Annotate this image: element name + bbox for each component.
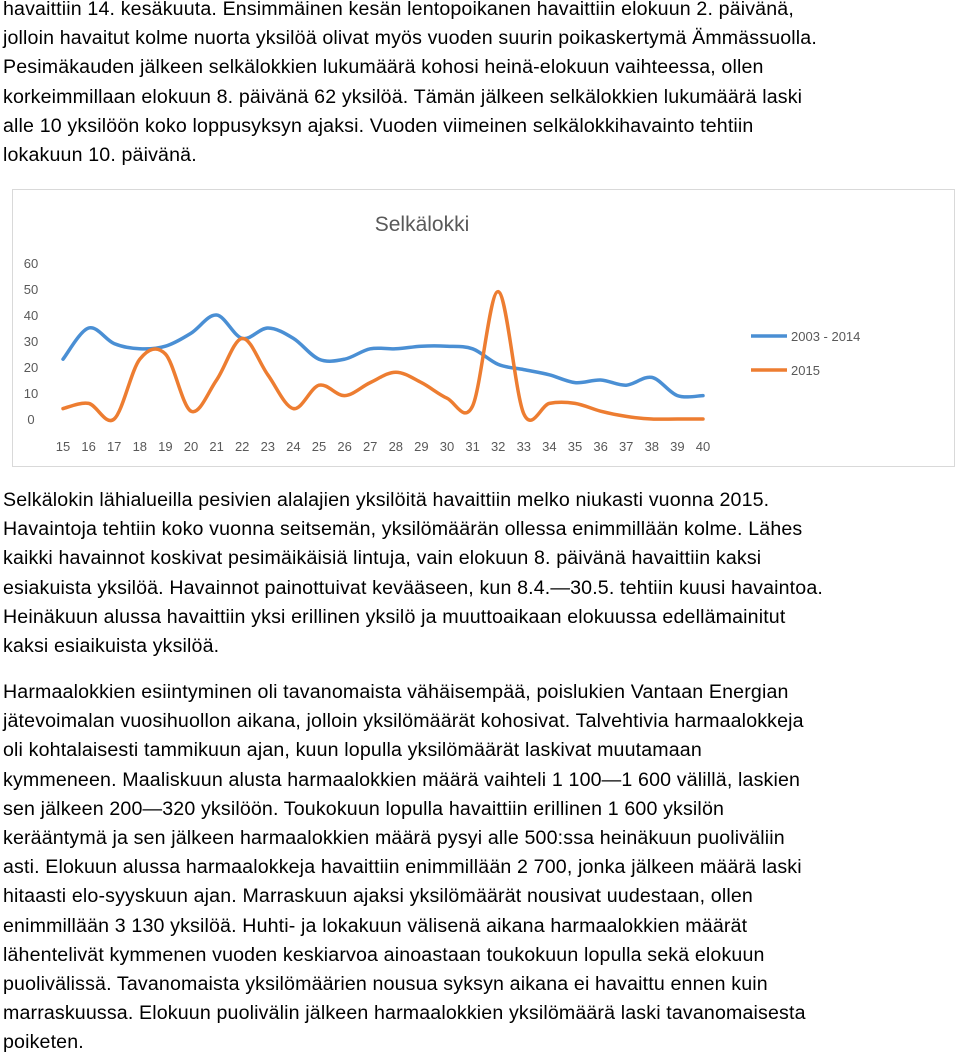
text-line: korkeimmillaan elokuun 8. päivänä 62 yksilöä. Tämän jälkeen selkälokkien lukumäärä laski: [3, 85, 803, 108]
chart-legend: [751, 329, 860, 378]
lahialalajit-paragraph: [3, 486, 957, 661]
series-line: [63, 292, 703, 421]
text-line: alle 10 yksilöön koko loppusyksyn ajaksi. Vuoden viimeinen selkälokkihavainto tehtiin: [3, 114, 754, 137]
y-tick-label: 30: [23, 334, 39, 349]
text-line: Harmaalokkien esiintyminen oli tavanomaista vähäisempää, poislukien Vantaan Energian: [3, 681, 789, 703]
text-line: kerääntymä ja sen jälkeen harmaalokkien määrä pysyi alle 500:ssa heinäkuun puoliväliin: [3, 827, 785, 850]
text-line: sen jälkeen 200—320 yksilöön. Toukokuun lopulla havaittiin erillinen 1 600 yksilön: [3, 797, 725, 820]
x-tick-label: 38: [644, 439, 660, 454]
text-line: Havaintoja tehtiin koko vuonna seitsemän, yksilömäärän ollessa enimmillään kolme. Lähes: [3, 518, 803, 541]
text-line: kaksi esiaikuista yksilöä.: [3, 635, 220, 658]
x-tick-label: 20: [183, 439, 199, 454]
x-tick-label: 29: [414, 439, 429, 454]
x-tick-label: 35: [567, 439, 583, 454]
series-lines: [63, 292, 703, 421]
y-axis-ticks: [24, 256, 38, 427]
text-line: jolloin havaitut kolme nuorta yksilöä olivat myös vuoden suurin poikaskertymä Ämmässuolla.: [3, 27, 817, 50]
text-line: hitaasti elo-syyskuun ajan. Marraskuun ajaksi yksilömäärät nousivat uudestaan, ollen: [3, 885, 753, 908]
x-tick-label: 16: [81, 439, 96, 454]
text-line: lähentelivät kymmenen vuoden keskiarvoa ainoastaan toukokuun lopulla sekä elokuun: [3, 943, 765, 966]
text-line: kymmeneen. Maaliskuun alusta harmaalokkien määrä vaihteli 1 100—1 600 välillä, laskien: [3, 768, 801, 791]
selkalokki-chart: [12, 189, 955, 467]
legend-label: 2003 - 2014: [791, 329, 861, 344]
text-line: puolivälissä. Tavanomaista yksilömäärien nousua syksyn aikana ei havaittu ennen kuin: [3, 973, 768, 996]
x-tick-label: 26: [337, 439, 352, 454]
x-tick-label: 36: [593, 439, 608, 454]
harmaalokki-paragraph: [3, 678, 957, 1058]
x-tick-label: 28: [388, 439, 404, 454]
y-tick-label: 0: [27, 412, 35, 427]
text-line: esiakuista yksilöä. Havainnot painottuivat kevääseen, kun 8.4.—30.5. tehtiin kuusi havaintoa.: [3, 576, 823, 599]
x-tick-label: 31: [465, 439, 480, 454]
x-tick-label: 39: [670, 439, 685, 454]
y-tick-label: 40: [23, 308, 39, 323]
chart-svg: [13, 190, 954, 466]
text-line: Selkälokin lähialueilla pesivien alalajien yksilöitä havaittiin melko niukasti vuonna 2015.: [3, 489, 770, 511]
x-tick-label: 32: [490, 439, 506, 454]
y-tick-label: 60: [23, 256, 39, 271]
x-tick-label: 25: [311, 439, 327, 454]
x-tick-label: 15: [55, 439, 71, 454]
x-tick-label: 23: [260, 439, 276, 454]
x-tick-label: 40: [695, 439, 711, 454]
text-line: marraskuussa. Elokuun puolivälin jälkeen harmaalokkien yksilömäärä laski tavanomaisesta: [3, 1002, 806, 1025]
text-line: jätevoimalan vuosihuollon aikana, jolloin yksilömäärät kohosivat. Talvehtivia harmaalokkeja: [3, 710, 804, 733]
x-tick-label: 33: [516, 439, 532, 454]
text-line: Heinäkuun alussa havaittiin yksi erillinen yksilö ja muuttoaikaan elokuussa edellämainitut: [3, 605, 786, 628]
y-tick-label: 20: [23, 360, 39, 375]
x-tick-label: 17: [106, 439, 122, 454]
series-line: [63, 315, 703, 397]
text-line: lokakuun 10. päivänä.: [3, 144, 197, 167]
chart-title: Selkälokki: [374, 213, 470, 236]
x-axis-ticks: [56, 439, 710, 454]
x-tick-label: 19: [158, 439, 173, 454]
y-tick-label: 50: [23, 282, 39, 297]
text-line: poiketen.: [3, 1031, 84, 1054]
intro-paragraph: [3, 0, 957, 170]
text-line: kaikki havainnot koskivat pesimäikäisiä lintuja, vain elokuun 8. päivänä havaittiin kaksi: [3, 547, 762, 570]
y-tick-label: 10: [23, 386, 39, 401]
x-tick-label: 34: [542, 439, 557, 454]
x-tick-label: 27: [362, 439, 378, 454]
text-line: havaittiin 14. kesäkuuta. Ensimmäinen kesän lentopoikanen havaittiin elokuun 2. päivänä,: [3, 0, 794, 20]
x-tick-label: 37: [618, 439, 634, 454]
x-tick-label: 22: [234, 439, 250, 454]
text-line: asti. Elokuun alussa harmaalokkeja havaittiin enimmillään 2 700, jonka jälkeen määrä laski: [3, 856, 802, 879]
x-tick-label: 24: [286, 439, 301, 454]
text-line: oli kohtalaisesti tammikuun ajan, kuun lopulla yksilömäärät laskivat muutamaan: [3, 739, 702, 762]
text-line: enimmillään 3 130 yksilöä. Huhti- ja lokakuun välisenä aikana harmaalokkien määrät: [3, 914, 748, 937]
x-tick-label: 21: [209, 439, 224, 454]
x-tick-label: 18: [132, 439, 148, 454]
legend-label: 2015: [791, 363, 820, 378]
x-tick-label: 30: [439, 439, 455, 454]
text-line: Pesimäkauden jälkeen selkälokkien lukumäärä kohosi heinä-elokuun vaihteessa, ollen: [3, 56, 764, 79]
